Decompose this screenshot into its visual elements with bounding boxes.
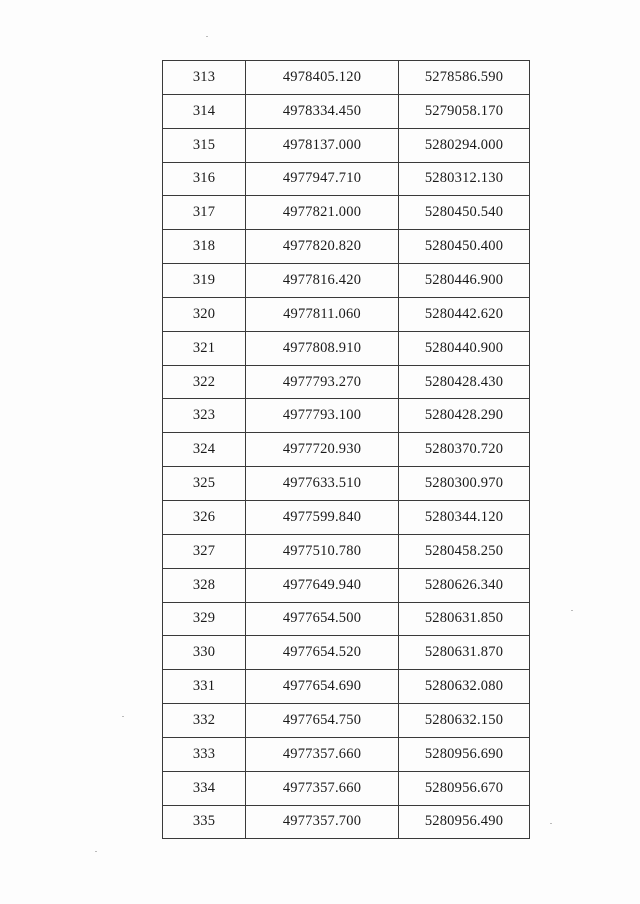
x-coordinate-cell: 4977793.270 [246,365,399,399]
y-coordinate-cell: 5280446.900 [399,264,530,298]
scan-speck [206,36,208,37]
x-coordinate-cell: 4977357.700 [246,805,399,839]
point-id-cell: 329 [163,602,246,636]
point-id-cell: 317 [163,196,246,230]
x-coordinate-cell: 4977510.780 [246,534,399,568]
table-row [163,737,530,771]
y-coordinate-cell: 5280428.290 [399,399,530,433]
x-coordinate-cell: 4978405.120 [246,61,399,95]
y-coordinate-cell: 5280344.120 [399,500,530,534]
point-id-cell: 332 [163,704,246,738]
table-row [163,771,530,805]
table-row [163,670,530,704]
y-coordinate-cell: 5280428.430 [399,365,530,399]
table-row [163,534,530,568]
point-id-cell: 326 [163,500,246,534]
point-id-cell: 331 [163,670,246,704]
scan-speck [122,716,124,717]
point-id-cell: 316 [163,162,246,196]
point-id-cell: 327 [163,534,246,568]
table-row [163,331,530,365]
table-row [163,94,530,128]
x-coordinate-cell: 4977357.660 [246,771,399,805]
table-row [163,805,530,839]
y-coordinate-cell: 5280294.000 [399,128,530,162]
x-coordinate-cell: 4977649.940 [246,568,399,602]
table-row [163,704,530,738]
coordinates-table [162,60,530,839]
scan-speck [571,610,573,611]
coordinates-table-body [163,61,530,839]
y-coordinate-cell: 5280632.150 [399,704,530,738]
x-coordinate-cell: 4977720.930 [246,433,399,467]
point-id-cell: 315 [163,128,246,162]
x-coordinate-cell: 4977811.060 [246,297,399,331]
y-coordinate-cell: 5280632.080 [399,670,530,704]
table-row [163,467,530,501]
y-coordinate-cell: 5280440.900 [399,331,530,365]
y-coordinate-cell: 5280450.540 [399,196,530,230]
x-coordinate-cell: 4977816.420 [246,264,399,298]
table-row [163,297,530,331]
y-coordinate-cell: 5280956.490 [399,805,530,839]
table-row [163,399,530,433]
point-id-cell: 334 [163,771,246,805]
x-coordinate-cell: 4978137.000 [246,128,399,162]
table-row [163,602,530,636]
point-id-cell: 330 [163,636,246,670]
x-coordinate-cell: 4977820.820 [246,230,399,264]
table-row [163,433,530,467]
y-coordinate-cell: 5280312.130 [399,162,530,196]
scan-speck [550,823,552,824]
point-id-cell: 325 [163,467,246,501]
table-row [163,61,530,95]
x-coordinate-cell: 4977654.500 [246,602,399,636]
x-coordinate-cell: 4977654.750 [246,704,399,738]
y-coordinate-cell: 5280631.850 [399,602,530,636]
y-coordinate-cell: 5280458.250 [399,534,530,568]
y-coordinate-cell: 5280442.620 [399,297,530,331]
table-row [163,365,530,399]
table-row [163,500,530,534]
x-coordinate-cell: 4977654.520 [246,636,399,670]
point-id-cell: 318 [163,230,246,264]
x-coordinate-cell: 4977793.100 [246,399,399,433]
y-coordinate-cell: 5280370.720 [399,433,530,467]
x-coordinate-cell: 4978334.450 [246,94,399,128]
y-coordinate-cell: 5280450.400 [399,230,530,264]
point-id-cell: 333 [163,737,246,771]
point-id-cell: 323 [163,399,246,433]
point-id-cell: 313 [163,61,246,95]
table-row [163,568,530,602]
table-row [163,636,530,670]
x-coordinate-cell: 4977357.660 [246,737,399,771]
y-coordinate-cell: 5278586.590 [399,61,530,95]
y-coordinate-cell: 5280956.670 [399,771,530,805]
point-id-cell: 321 [163,331,246,365]
point-id-cell: 324 [163,433,246,467]
table-row [163,162,530,196]
table-row [163,196,530,230]
table-row [163,264,530,298]
y-coordinate-cell: 5279058.170 [399,94,530,128]
point-id-cell: 319 [163,264,246,298]
point-id-cell: 335 [163,805,246,839]
x-coordinate-cell: 4977599.840 [246,500,399,534]
point-id-cell: 320 [163,297,246,331]
y-coordinate-cell: 5280631.870 [399,636,530,670]
y-coordinate-cell: 5280300.970 [399,467,530,501]
point-id-cell: 328 [163,568,246,602]
x-coordinate-cell: 4977821.000 [246,196,399,230]
x-coordinate-cell: 4977654.690 [246,670,399,704]
x-coordinate-cell: 4977947.710 [246,162,399,196]
point-id-cell: 322 [163,365,246,399]
y-coordinate-cell: 5280956.690 [399,737,530,771]
scan-speck [95,851,97,852]
table-row [163,128,530,162]
point-id-cell: 314 [163,94,246,128]
x-coordinate-cell: 4977808.910 [246,331,399,365]
table-row [163,230,530,264]
y-coordinate-cell: 5280626.340 [399,568,530,602]
x-coordinate-cell: 4977633.510 [246,467,399,501]
